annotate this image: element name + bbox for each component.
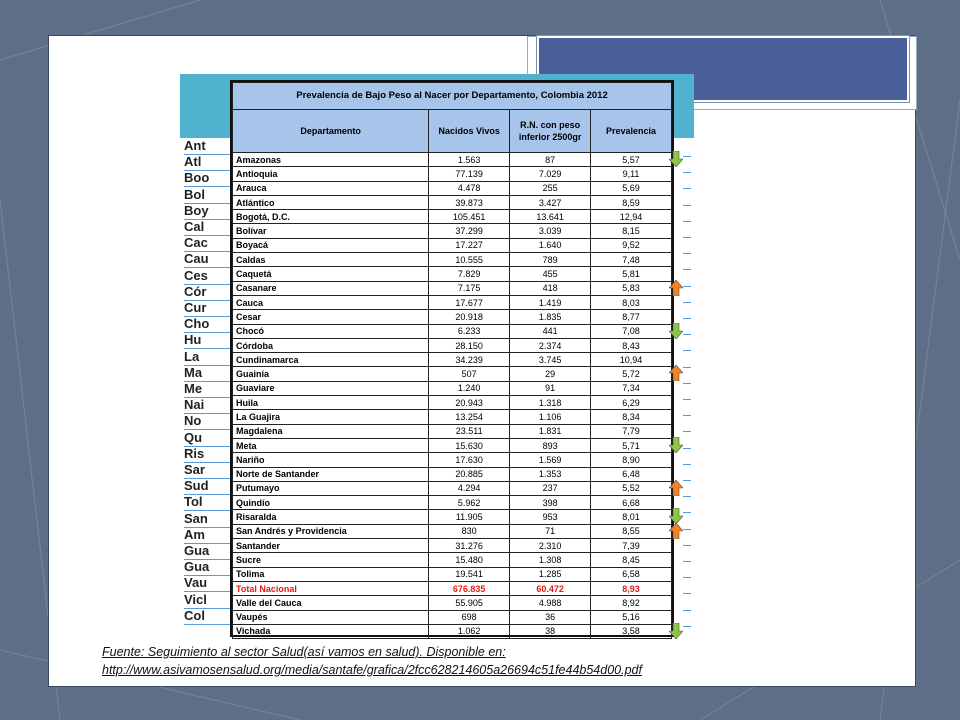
cell-departamento: Amazonas (233, 153, 429, 167)
cell-departamento: Risaralda (233, 510, 429, 524)
cell-departamento: La Guajira (233, 410, 429, 424)
background-list-item: Cur (184, 300, 232, 317)
background-tick (683, 480, 691, 481)
background-list-item: Cau (184, 251, 232, 268)
background-list-item: Ma (184, 365, 232, 382)
cell-nacidos-vivos: 11.905 (429, 510, 510, 524)
cell-rn-peso-inferior: 36 (510, 610, 591, 624)
cell-departamento: Total Nacional (233, 581, 429, 595)
cell-rn-peso-inferior: 789 (510, 253, 591, 267)
cell-nacidos-vivos: 15.480 (429, 553, 510, 567)
cell-rn-peso-inferior: 1.569 (510, 453, 591, 467)
cell-prevalencia: 7,08 (591, 324, 672, 338)
cell-prevalencia: 8,92 (591, 596, 672, 610)
cell-prevalencia: 8,43 (591, 338, 672, 352)
cell-rn-peso-inferior: 29 (510, 367, 591, 381)
cell-departamento: Cundinamarca (233, 353, 429, 367)
cell-nacidos-vivos: 19.541 (429, 567, 510, 581)
background-tick (683, 156, 691, 157)
cell-rn-peso-inferior: 1.308 (510, 553, 591, 567)
cell-nacidos-vivos: 7.175 (429, 281, 510, 295)
cell-departamento: Caquetá (233, 267, 429, 281)
cell-nacidos-vivos: 1.563 (429, 153, 510, 167)
cell-prevalencia: 8,01 (591, 510, 672, 524)
header-prevalencia: Prevalencia (591, 110, 672, 153)
table-row (233, 396, 672, 410)
table-row (233, 367, 672, 381)
cell-prevalencia: 8,90 (591, 453, 672, 467)
table-row (233, 210, 672, 224)
cell-nacidos-vivos: 20.918 (429, 310, 510, 324)
cell-departamento: Norte de Santander (233, 467, 429, 481)
table-row (233, 610, 672, 624)
background-tick (683, 237, 691, 238)
table-row (233, 467, 672, 481)
background-tick (683, 512, 691, 513)
cell-prevalencia: 8,55 (591, 524, 672, 538)
table-row (233, 281, 672, 295)
cell-departamento: Sucre (233, 553, 429, 567)
background-tick (683, 318, 691, 319)
cell-nacidos-vivos: 17.630 (429, 453, 510, 467)
table-row (233, 424, 672, 438)
header-rn-peso-inferior: R.N. con peso inferior 2500gr (510, 110, 591, 153)
background-tick (683, 415, 691, 416)
background-list-item: Sar (184, 462, 232, 479)
cell-prevalencia: 5,16 (591, 610, 672, 624)
background-list-item: No (184, 413, 232, 430)
background-tick (683, 593, 691, 594)
cell-departamento: Arauca (233, 181, 429, 195)
table-row (233, 167, 672, 181)
cell-rn-peso-inferior: 1.318 (510, 396, 591, 410)
table-row (233, 153, 672, 167)
background-tick (683, 464, 691, 465)
background-list-item: Am (184, 527, 232, 544)
table-row (233, 195, 672, 209)
cell-rn-peso-inferior: 13.641 (510, 210, 591, 224)
cell-departamento: Nariño (233, 453, 429, 467)
cell-rn-peso-inferior: 60.472 (510, 581, 591, 595)
cell-rn-peso-inferior: 2.374 (510, 338, 591, 352)
cell-prevalencia: 9,11 (591, 167, 672, 181)
background-tick (683, 383, 691, 384)
total-row (233, 581, 672, 595)
cell-departamento: Magdalena (233, 424, 429, 438)
arrow-up-icon (669, 523, 683, 539)
background-tick (683, 221, 691, 222)
cell-prevalencia: 10,94 (591, 353, 672, 367)
background-tick (683, 172, 691, 173)
table-row (233, 253, 672, 267)
table-row (233, 524, 672, 538)
cell-rn-peso-inferior: 3.039 (510, 224, 591, 238)
cell-nacidos-vivos: 4.478 (429, 181, 510, 195)
table-title: Prevalencia de Bajo Peso al Nacer por Departamento, Colombia 2012 (233, 83, 672, 110)
background-list-item: Tol (184, 494, 232, 511)
background-list-item: Me (184, 381, 232, 398)
cell-prevalencia: 7,48 (591, 253, 672, 267)
arrow-down-icon (669, 151, 683, 167)
background-tick (683, 302, 691, 303)
table-row (233, 338, 672, 352)
background-tick (683, 334, 691, 335)
table-row (233, 381, 672, 395)
background-tick (683, 350, 691, 351)
cell-nacidos-vivos: 39.873 (429, 195, 510, 209)
cell-nacidos-vivos: 1.062 (429, 624, 510, 638)
cell-nacidos-vivos: 15.630 (429, 438, 510, 452)
cell-departamento: Casanare (233, 281, 429, 295)
background-list-item: Cac (184, 235, 232, 252)
background-list-item: Nai (184, 397, 232, 414)
background-list-item: Qu (184, 430, 232, 447)
cell-nacidos-vivos: 4.294 (429, 481, 510, 495)
cell-rn-peso-inferior: 893 (510, 438, 591, 452)
table-row (233, 238, 672, 252)
table-row (233, 324, 672, 338)
arrow-down-icon (669, 508, 683, 524)
background-tick (683, 496, 691, 497)
background-list-item: Ant (184, 138, 232, 155)
cell-rn-peso-inferior: 1.831 (510, 424, 591, 438)
cell-nacidos-vivos: 13.254 (429, 410, 510, 424)
prevalence-table-image[interactable] (230, 80, 674, 637)
cell-prevalencia: 6,48 (591, 467, 672, 481)
table-row (233, 295, 672, 309)
table-row (233, 567, 672, 581)
table-row (233, 624, 672, 638)
cell-departamento: Meta (233, 438, 429, 452)
arrow-down-icon (669, 623, 683, 639)
background-tick (683, 545, 691, 546)
background-list-item: Boy (184, 203, 232, 220)
cell-departamento: Chocó (233, 324, 429, 338)
table-row (233, 353, 672, 367)
cell-rn-peso-inferior: 2.310 (510, 539, 591, 553)
cell-departamento: Santander (233, 539, 429, 553)
cell-prevalencia: 6,29 (591, 396, 672, 410)
background-tick (683, 626, 691, 627)
cell-departamento: Guaviare (233, 381, 429, 395)
background-tick (683, 269, 691, 270)
cell-nacidos-vivos: 105.451 (429, 210, 510, 224)
cell-prevalencia: 8,15 (591, 224, 672, 238)
table-row (233, 224, 672, 238)
cell-nacidos-vivos: 23.511 (429, 424, 510, 438)
cell-rn-peso-inferior: 3.427 (510, 195, 591, 209)
source-citation[interactable] (102, 643, 862, 679)
background-tick (683, 399, 691, 400)
cell-departamento: Putumayo (233, 481, 429, 495)
cell-nacidos-vivos: 1.240 (429, 381, 510, 395)
cell-nacidos-vivos: 34.239 (429, 353, 510, 367)
cell-rn-peso-inferior: 38 (510, 624, 591, 638)
cell-nacidos-vivos: 5.962 (429, 496, 510, 510)
cell-rn-peso-inferior: 1.106 (510, 410, 591, 424)
cell-prevalencia: 5,83 (591, 281, 672, 295)
cell-departamento: Guainía (233, 367, 429, 381)
cell-nacidos-vivos: 28.150 (429, 338, 510, 352)
cell-nacidos-vivos: 830 (429, 524, 510, 538)
background-tick (683, 448, 691, 449)
background-list-item: Gua (184, 559, 232, 576)
cell-rn-peso-inferior: 1.640 (510, 238, 591, 252)
cell-departamento: Vaupés (233, 610, 429, 624)
background-tick (683, 253, 691, 254)
cell-prevalencia: 9,52 (591, 238, 672, 252)
background-tick (683, 561, 691, 562)
cell-prevalencia: 7,34 (591, 381, 672, 395)
cell-prevalencia: 8,59 (591, 195, 672, 209)
background-tick (683, 367, 691, 368)
cell-departamento: Huila (233, 396, 429, 410)
table-row (233, 453, 672, 467)
cell-rn-peso-inferior: 7.029 (510, 167, 591, 181)
background-list-item: Cho (184, 316, 232, 333)
cell-rn-peso-inferior: 1.835 (510, 310, 591, 324)
cell-prevalencia: 5,71 (591, 438, 672, 452)
cell-departamento: Vichada (233, 624, 429, 638)
background-list-item: Ris (184, 446, 232, 463)
header-departamento: Departamento (233, 110, 429, 153)
background-tick (683, 188, 691, 189)
cell-rn-peso-inferior: 91 (510, 381, 591, 395)
cell-prevalencia: 5,52 (591, 481, 672, 495)
cell-departamento: Caldas (233, 253, 429, 267)
background-tick (683, 431, 691, 432)
table-row (233, 553, 672, 567)
cell-departamento: Quindío (233, 496, 429, 510)
cell-prevalencia: 6,58 (591, 567, 672, 581)
table-row (233, 481, 672, 495)
cell-departamento: Valle del Cauca (233, 596, 429, 610)
header-nacidos-vivos: Nacidos Vivos (429, 110, 510, 153)
cell-prevalencia: 8,34 (591, 410, 672, 424)
cell-prevalencia: 8,93 (591, 581, 672, 595)
cell-rn-peso-inferior: 1.419 (510, 295, 591, 309)
arrow-up-icon (669, 480, 683, 496)
table-row (233, 496, 672, 510)
cell-nacidos-vivos: 6.233 (429, 324, 510, 338)
cell-prevalencia: 12,94 (591, 210, 672, 224)
cell-prevalencia: 5,81 (591, 267, 672, 281)
arrow-up-icon (669, 365, 683, 381)
cell-prevalencia: 5,69 (591, 181, 672, 195)
cell-nacidos-vivos: 676.835 (429, 581, 510, 595)
cell-rn-peso-inferior: 398 (510, 496, 591, 510)
cell-nacidos-vivos: 77.139 (429, 167, 510, 181)
cell-departamento: Bogotá, D.C. (233, 210, 429, 224)
cell-nacidos-vivos: 55.905 (429, 596, 510, 610)
background-list-item: Boo (184, 170, 232, 187)
cell-rn-peso-inferior: 953 (510, 510, 591, 524)
background-list-item: La (184, 349, 232, 366)
prevalence-table (232, 82, 672, 639)
background-list-item: Atl (184, 154, 232, 171)
cell-rn-peso-inferior: 4.988 (510, 596, 591, 610)
cell-prevalencia: 7,39 (591, 539, 672, 553)
cell-prevalencia: 5,72 (591, 367, 672, 381)
cell-rn-peso-inferior: 441 (510, 324, 591, 338)
cell-rn-peso-inferior: 71 (510, 524, 591, 538)
cell-nacidos-vivos: 7.829 (429, 267, 510, 281)
background-tick (683, 529, 691, 530)
cell-nacidos-vivos: 507 (429, 367, 510, 381)
cell-prevalencia: 6,68 (591, 496, 672, 510)
table-row (233, 181, 672, 195)
background-tick (683, 205, 691, 206)
cell-prevalencia: 7,79 (591, 424, 672, 438)
cell-departamento: San Andrés y Providencia (233, 524, 429, 538)
background-list-item: Bol (184, 187, 232, 204)
cell-prevalencia: 8,45 (591, 553, 672, 567)
cell-prevalencia: 3,58 (591, 624, 672, 638)
cell-rn-peso-inferior: 255 (510, 181, 591, 195)
table-row (233, 596, 672, 610)
source-line-1: Fuente: Seguimiento al sector Salud(así vamos en salud). Disponible en: (102, 645, 506, 659)
cell-rn-peso-inferior: 1.285 (510, 567, 591, 581)
cell-prevalencia: 8,77 (591, 310, 672, 324)
cell-departamento: Tolima (233, 567, 429, 581)
source-line-2: http://www.asivamosensalud.org/media/santafe/grafica/2fcc628214605a26694c51fe44b54d00.pdf (102, 663, 642, 677)
background-list-item: Vicl (184, 592, 232, 609)
cell-rn-peso-inferior: 418 (510, 281, 591, 295)
background-list-item: Gua (184, 543, 232, 560)
cell-rn-peso-inferior: 3.745 (510, 353, 591, 367)
arrow-up-icon (669, 280, 683, 296)
table-row (233, 539, 672, 553)
cell-departamento: Atlántico (233, 195, 429, 209)
cell-nacidos-vivos: 20.885 (429, 467, 510, 481)
cell-nacidos-vivos: 10.555 (429, 253, 510, 267)
table-row (233, 438, 672, 452)
cell-rn-peso-inferior: 455 (510, 267, 591, 281)
background-list-item: Sud (184, 478, 232, 495)
table-row (233, 510, 672, 524)
background-list-item: Hu (184, 332, 232, 349)
table-row (233, 310, 672, 324)
background-tick (683, 610, 691, 611)
cell-departamento: Córdoba (233, 338, 429, 352)
cell-rn-peso-inferior: 87 (510, 153, 591, 167)
cell-prevalencia: 5,57 (591, 153, 672, 167)
cell-rn-peso-inferior: 237 (510, 481, 591, 495)
arrow-down-icon (669, 323, 683, 339)
background-list-item: San (184, 511, 232, 528)
cell-nacidos-vivos: 20.943 (429, 396, 510, 410)
cell-nacidos-vivos: 31.276 (429, 539, 510, 553)
cell-nacidos-vivos: 698 (429, 610, 510, 624)
cell-prevalencia: 8,03 (591, 295, 672, 309)
cell-nacidos-vivos: 37.299 (429, 224, 510, 238)
cell-departamento: Boyacá (233, 238, 429, 252)
cell-departamento: Antioquia (233, 167, 429, 181)
cell-departamento: Bolívar (233, 224, 429, 238)
background-list-item: Cal (184, 219, 232, 236)
background-list-item: Cór (184, 284, 232, 301)
cell-nacidos-vivos: 17.227 (429, 238, 510, 252)
background-list-item: Col (184, 608, 232, 625)
cell-departamento: Cesar (233, 310, 429, 324)
background-tick (683, 286, 691, 287)
cell-nacidos-vivos: 17.677 (429, 295, 510, 309)
background-list-item: Ces (184, 268, 232, 285)
cell-departamento: Cauca (233, 295, 429, 309)
background-list-item: Vau (184, 575, 232, 592)
background-tick (683, 577, 691, 578)
table-row (233, 267, 672, 281)
arrow-down-icon (669, 437, 683, 453)
table-row (233, 410, 672, 424)
cell-rn-peso-inferior: 1.353 (510, 467, 591, 481)
